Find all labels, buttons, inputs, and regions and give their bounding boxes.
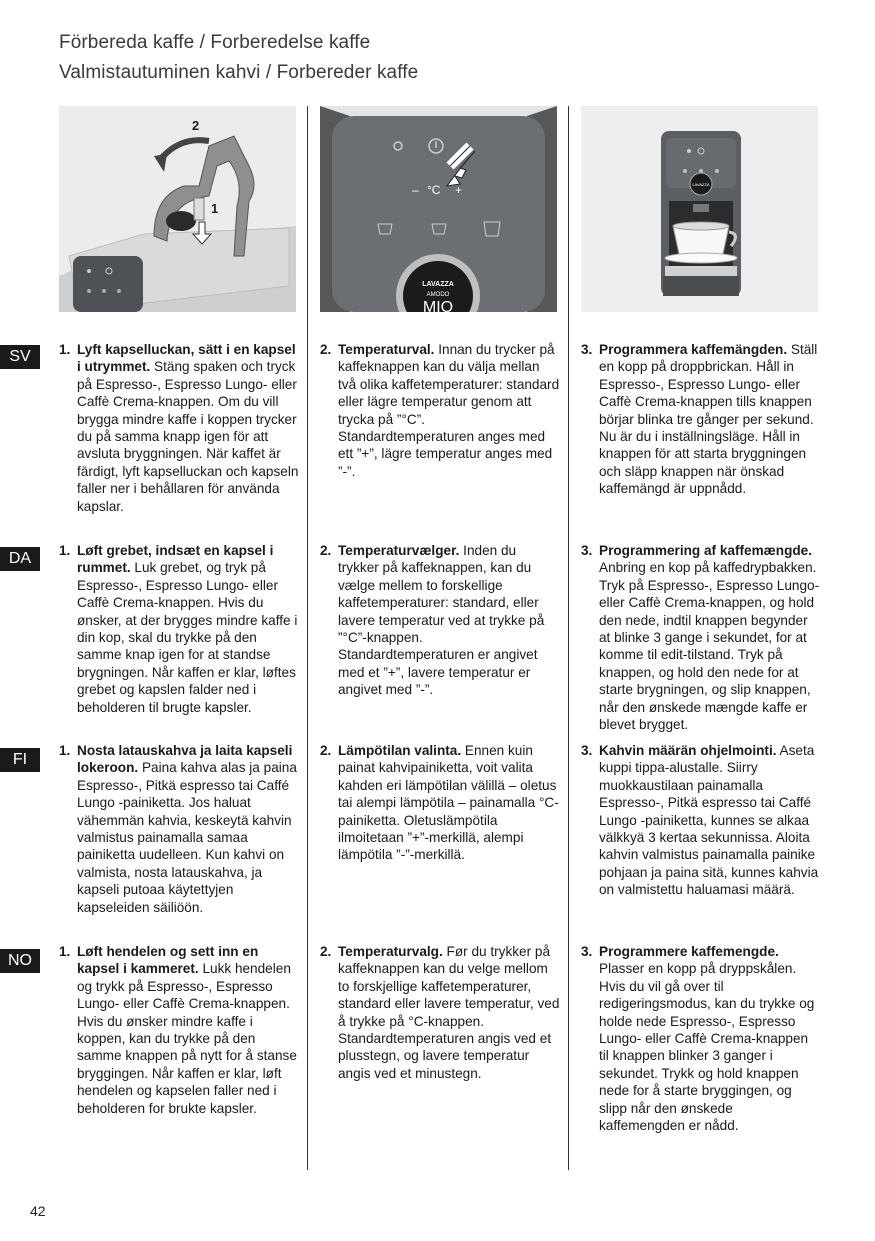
- minus-symbol: –: [412, 183, 419, 197]
- sv-step-3: [581, 341, 821, 498]
- figure-lift-lever: [59, 106, 296, 312]
- step-text: Stäng spaken och tryck på Espresso-, Espresso Lungo- eller Caffè Crema-knappen. Om du vill brygga mindre kaffe i koppen trycker du på samma knapp igen för att avsluta bryggningen. När kaffet är färdigt, lyft kapselluckan och kapseln faller ner i behållaren för använda kapslar.: [77, 359, 299, 514]
- column-divider-1: [307, 106, 308, 1170]
- language-tab-no: NO: [0, 949, 40, 973]
- step-text: Aseta kuppi tippa-alustalle. Siirry muokkaustilaan painamalla Espresso-, Pitkä espresso tai Caffé Lungo -painiketta, kunnes se alkaa välkkyä 3 kertaa sekunnissa. Aloita kahvin valmistus painamalla painike pohjaan ja paina sitä, kunnes kahvia on valmistettu haluamasi määrä.: [599, 743, 819, 898]
- page-number: 42: [30, 1203, 46, 1219]
- step-heading: Temperaturval.: [338, 342, 435, 357]
- model-text-large: MIO: [422, 299, 454, 312]
- step-number: 1.: [59, 743, 71, 758]
- step-number: 2.: [320, 543, 332, 558]
- step-text: Ennen kuin painat kahvipainiketta, voit valita kahden eri lämpötilan välillä – oletus tai alempi lämpötila – painamalla °C-painiketta. Oletuslämpötila ilmoitetaan ”+”-merkillä, alempi lämpötila ”-”-merkillä.: [338, 743, 559, 863]
- step-heading: Programmering af kaffemængde.: [599, 543, 813, 558]
- step-number: 3.: [581, 944, 593, 959]
- model-text: AMODO: [426, 292, 450, 298]
- sv-step-2: [320, 341, 560, 480]
- figure-machine-with-cup: [581, 106, 818, 312]
- no-step-1: [59, 943, 299, 1117]
- figure-label-2: 2: [192, 118, 200, 133]
- step-text: Luk grebet, og tryk på Espresso-, Espresso Lungo- eller Caffè Crema-knappen. Hvis du ønsker, at der brygges mindre kaffe i din kop, skal du trykke på den samme knap igen for at standse brygningen. Når kaffen er klar, løftes grebet og kapslen falder ned i beholderen til brugte kapsler.: [77, 560, 298, 715]
- fi-step-2: [320, 742, 560, 864]
- sv-step-1: [59, 341, 299, 515]
- step-number: 3.: [581, 543, 593, 558]
- language-tab-da: DA: [0, 547, 40, 571]
- step-number: 2.: [320, 342, 332, 357]
- figure-label-1: 1: [211, 201, 219, 216]
- step-number: 1.: [59, 944, 71, 959]
- language-tab-sv: SV: [0, 345, 40, 369]
- step-text: Anbring en kop på kaffedrypbakken. Tryk på Espresso-, Espresso Lungo- eller Caffè Crema-knappen, og hold den nede, indtil knappen begynder at blinke 3 gange i sekundet, for at komme til edit-tilstand. Tryk på knappen, og hold den nede for at starte brygningen, og slip knappen, når den ønskede mængde kaffe er blevet brygget.: [599, 560, 820, 733]
- step-number: 2.: [320, 944, 332, 959]
- step-number: 2.: [320, 743, 332, 758]
- celsius-symbol: °C: [427, 183, 441, 197]
- fi-step-3: [581, 742, 821, 899]
- plus-symbol: +: [455, 183, 463, 197]
- step-heading: Programmere kaffemengde.: [599, 944, 779, 959]
- step-text: Inden du trykker på kaffeknappen, kan du vælge mellem to forskellige kaffetemperaturer: standard, eller lavere temperatur ved at trykke på ”°C”-knappen. Standardtemperaturen er angivet med et ”+”, lavere temperatur er angivet med ”-”.: [338, 543, 545, 698]
- language-tab-fi: FI: [0, 748, 40, 772]
- figure-temperature-panel: [320, 106, 557, 312]
- step-text: Plasser en kopp på dryppskålen. Hvis du vil gå over til redigeringsmodus, kan du trykke og holde nede Espresso-, Espresso Lungo- eller Caffè Crema-knappen til knappen blinker 3 ganger i sekundet. Trykk og hold knappen nede for å starte bryggingen, og slipp når den ønskede kaffemengden er nådd.: [599, 961, 815, 1134]
- page-title-line-1: Förbereda kaffe / Forberedelse kaffe: [59, 32, 371, 53]
- step-text: Ställ en kopp på droppbrickan. Håll in Espresso-, Espresso Lungo- eller Caffè Crema-knappen tills knappen börjar blinka tre gånger per sekund. Nu är du i inställningsläge. Håll in knappen för att starta bryggningen och släpp knappen när önskad kaffemängd är uppnådd.: [599, 342, 818, 497]
- machine-brand-text: LAVAZZA: [692, 182, 710, 187]
- step-text: Før du trykker på kaffeknappen kan du velge mellom to forskjellige kaffetemperaturer, standard eller lavere temperatur, ved å trykke på °C-knappen. Standardtemperaturen angis ved et plusstegn, og lavere temperatur angis ved et minustegn.: [338, 944, 560, 1081]
- step-number: 1.: [59, 543, 71, 558]
- no-step-2: [320, 943, 560, 1082]
- step-number: 3.: [581, 342, 593, 357]
- step-number: 3.: [581, 743, 593, 758]
- step-heading: Lämpötilan valinta.: [338, 743, 462, 758]
- column-divider-2: [568, 106, 569, 1170]
- step-text: Lukk hendelen og trykk på Espresso-, Espresso Lungo- eller Caffè Crema-knappen. Hvis du ønsker mindre kaffe i koppen, kan du trykke på den samme knappen på nytt for å stanse bryggingen. Når kaffen er klar, løft hendelen og kapselen faller ned i beholderen for brukte kapsler.: [77, 961, 297, 1116]
- step-heading: Kahvin määrän ohjelmointi.: [599, 743, 777, 758]
- step-heading: Lyft kapselluckan, sätt i en kapsel i utrymmet.: [77, 342, 296, 375]
- da-step-3: [581, 542, 821, 733]
- step-heading: Nosta latauskahva ja laita kapseli lokeroon.: [77, 743, 293, 776]
- step-number: 1.: [59, 342, 71, 357]
- step-text: Innan du trycker på kaffeknappen kan du välja mellan två olika kaffetemperaturer: standard eller lägre temperatur genom att trycka på ”°C”. Standardtemperaturen anges med ett ”+”, lägre temperatur anges med ”-”.: [338, 342, 560, 479]
- step-heading: Temperaturvalg.: [338, 944, 443, 959]
- brand-logo-text: LAVAZZA: [422, 281, 454, 288]
- fi-step-1: [59, 742, 299, 916]
- da-step-1: [59, 542, 299, 716]
- da-step-2: [320, 542, 560, 699]
- page-title-line-2: Valmistautuminen kahvi / Forbereder kaffe: [59, 62, 419, 83]
- step-heading: Løft hendelen og sett inn en kapsel i kammeret.: [77, 944, 259, 977]
- no-step-3: [581, 943, 821, 1134]
- step-heading: Løft grebet, indsæt en kapsel i rummet.: [77, 543, 274, 576]
- step-text: Paina kahva alas ja paina Espresso-, Pitkä espresso tai Caffé Lungo -painiketta. Jos haluat vähemmän kahvia, keskeytä kahvin valmistus painamalla samaa painiketta uudelleen. Kun kahvi on valmista, nosta latauskahva, ja kapseli putoaa käytettyjen kapseleiden säiliöön.: [77, 760, 297, 915]
- step-heading: Temperaturvælger.: [338, 543, 460, 558]
- step-heading: Programmera kaffemängden.: [599, 342, 788, 357]
